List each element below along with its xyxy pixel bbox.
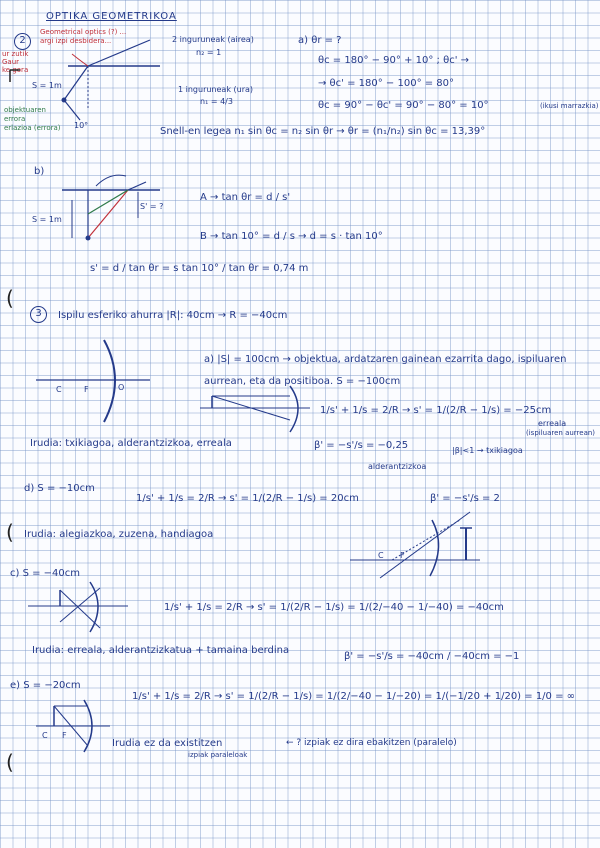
svg-text:F: F	[62, 731, 67, 740]
eq-3: θc = 90° − θc' = 90° − 80° = 10°	[318, 100, 489, 111]
svg-text:F: F	[400, 551, 405, 560]
n1-label: n₁ = 4/3	[200, 97, 233, 106]
red-note-side: ur zutik Gaur ke gora	[2, 50, 29, 74]
ex3-d-eq: 1/s' + 1/s = 2/R → s' = 1/(2/R − 1/s) = 20cm	[136, 493, 359, 504]
ex3-c-irudia: Irudia: erreala, alderantzizkatua + tamaina berdina	[32, 645, 290, 656]
eq-2: → θc' = 180° − 100° = 80°	[318, 78, 455, 89]
exercise-3-number: 3	[30, 306, 47, 323]
ex3-c-beta: β' = −s'/s = −40cm / −40cm = −1	[344, 651, 520, 662]
ex3-d-irudia: Irudia: alegiazkoa, zuzena, handiagoa	[24, 529, 214, 540]
ex3-a-beta-note: |β|<1 → txikiagoa	[452, 446, 523, 455]
ex3-d-beta: β' = −s'/s = 2	[430, 493, 500, 504]
red-note: Geometrical optics (?) ... argi izpi desbidera...	[40, 28, 127, 45]
bracket-mark-2: (	[6, 520, 14, 544]
green-note: objektuaren errora erlazioa (errora)	[4, 106, 61, 132]
ex3-part-d: d) S = −10cm	[24, 483, 95, 494]
ex3-a-beta: β' = −s'/s = −0,25	[314, 440, 409, 451]
b-sprime-label: S' = ?	[140, 202, 164, 211]
ex3-e-arrow-note: ← ? izpiak ez dira ebakitzen (paralelo)	[286, 738, 457, 748]
b-eq-B: B → tan 10° = d / s → d = s · tan 10°	[200, 231, 383, 242]
svg-text:C: C	[378, 551, 384, 560]
ex3-a-irudia: Irudia: txikiagoa, alderantzizkoa, erreala	[30, 438, 232, 449]
svg-text:C: C	[42, 731, 48, 740]
b-result: s' = d / tan θr = s tan 10° / tan θr = 0,74 m	[90, 263, 309, 274]
ex3-e-irudia: Irudia ez da existitzen	[112, 738, 223, 749]
bracket-mark: (	[6, 286, 14, 310]
s-label: S = 1m	[32, 81, 62, 90]
b-s-label: S = 1m	[32, 215, 62, 224]
svg-text:F: F	[84, 385, 89, 394]
ex3-heading: Ispilu esferiko ahurra |R|: 40cm → R = −40cm	[58, 310, 288, 321]
ex3-a-alderantz: alderantzizkoa	[368, 462, 427, 471]
ex3-e-note: izpiak paraleloak	[188, 751, 248, 759]
medium1-label: 1 inguruneak (ura)	[178, 85, 254, 94]
n2-label: n₂ = 1	[196, 48, 222, 57]
bracket-mark-3: (	[6, 750, 14, 774]
page-title: OPTIKA GEOMETRIKOA	[46, 11, 177, 22]
medium2-label: 2 inguruneak (airea)	[172, 35, 254, 44]
ex3-part-a: a) |S| = 100cm → objektua, ardatzaren gainean ezarrita dago, ispiluaren aurrean, eta da positiboa. S = −100cm	[204, 354, 567, 387]
part-b: b)	[34, 166, 45, 177]
svg-text:O: O	[118, 383, 125, 392]
angle-10-label: 10°	[74, 121, 89, 130]
snell-law: Snell-en legea n₁ sin θc = n₂ sin θr → θr = (n₁/n₂) sin θc = 13,39°	[160, 126, 486, 137]
part-a-2: a) θr = ?	[298, 35, 342, 46]
ex3-e-eq: 1/s' + 1/s = 2/R → s' = 1/(2/R − 1/s) = 1/(2/−40 − 1/−20) = 1/(−1/20 + 1/20) = 1/0 = ∞	[132, 691, 575, 702]
ex3-c-eq: 1/s' + 1/s = 2/R → s' = 1/(2/R − 1/s) = 1/(2/−40 − 1/−40) = −40cm	[164, 602, 504, 613]
exercise-2-number: 2	[14, 33, 31, 50]
ex3-part-e: e) S = −20cm	[10, 680, 81, 691]
ex3-a-note: erreala	[538, 419, 567, 428]
ex3-a-note2: (ispiluaren aurrean)	[526, 429, 596, 437]
eq-3-note: (ikusi marrazkia)	[540, 102, 599, 110]
eq-1: θc = 180° − 90° + 10° ; θc' →	[318, 55, 470, 66]
ex3-a-eq: 1/s' + 1/s = 2/R → s' = 1/(2/R − 1/s) = −25cm	[320, 405, 552, 416]
ex3-part-c: c) S = −40cm	[10, 568, 81, 579]
svg-text:C: C	[56, 385, 62, 394]
b-eq-A: A → tan θr = d / s'	[200, 192, 291, 203]
